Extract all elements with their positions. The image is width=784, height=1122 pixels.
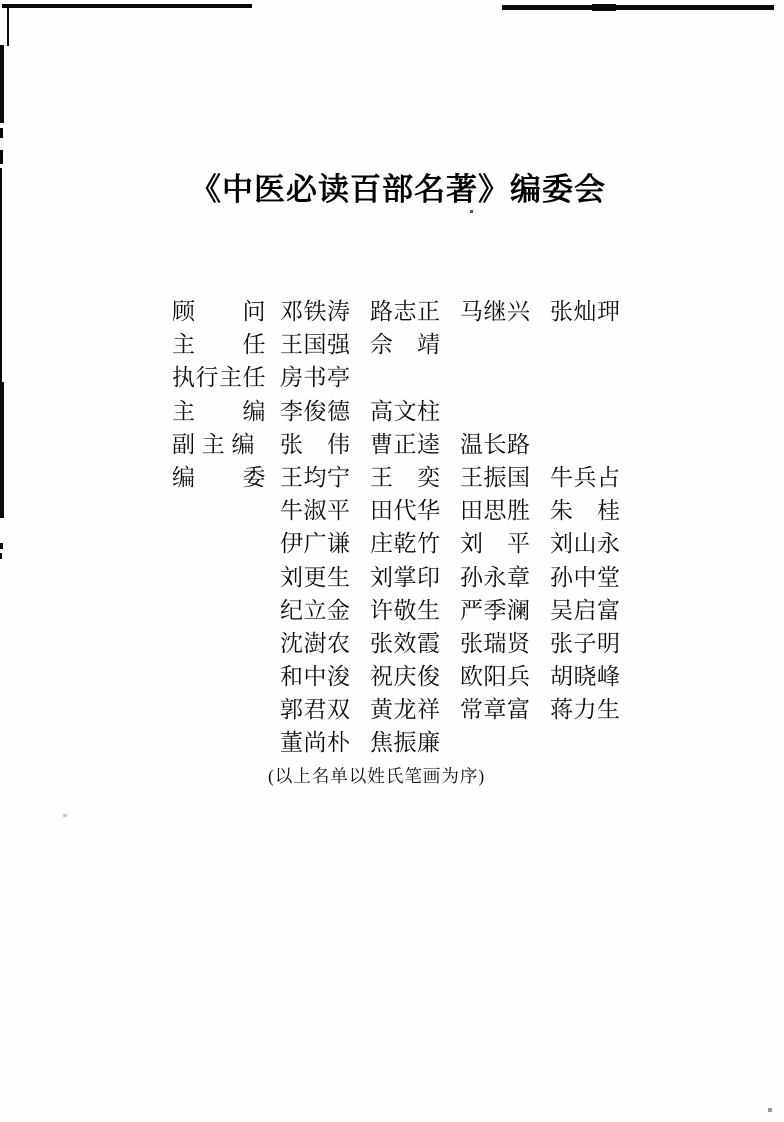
roster-row-committee-8 xyxy=(172,693,652,726)
member-name: 田思胜 xyxy=(460,498,531,524)
role-label: 主 任 xyxy=(172,332,266,358)
member-name: 刘 平 xyxy=(460,531,531,557)
member-name: 路志正 xyxy=(370,299,441,324)
roster-row-executive-director xyxy=(172,361,652,394)
member-name: 焦振廉 xyxy=(370,730,441,756)
roster-row-committee-7 xyxy=(172,660,652,693)
role-label: 主 编 xyxy=(172,398,266,424)
member-name: 王振国 xyxy=(460,464,531,490)
member-name: 孙永章 xyxy=(460,564,531,590)
member-name: 黄龙祥 xyxy=(370,697,441,723)
scan-artifact-top-line-left xyxy=(2,4,252,8)
member-name: 高文柱 xyxy=(370,398,441,424)
member-name: 刘山永 xyxy=(550,531,621,557)
member-name: 王 奕 xyxy=(370,464,441,490)
roster-row-committee-3 xyxy=(172,527,652,560)
roster-row-committee-6 xyxy=(172,627,652,660)
scan-artifact-speck-middle xyxy=(63,814,67,817)
member-name: 董尚朴 xyxy=(280,730,351,756)
role-label: 执行主任 xyxy=(172,365,266,391)
member-name: 张瑞贤 xyxy=(460,630,531,656)
roster-row-committee-2 xyxy=(172,494,652,527)
scan-artifact-left-dash-4 xyxy=(0,553,2,559)
scan-artifact-left-dash-1 xyxy=(0,128,3,138)
roster-row-committee-5 xyxy=(172,594,652,627)
member-name: 牛淑平 xyxy=(280,498,351,524)
member-name: 曹正逵 xyxy=(370,431,441,457)
member-name: 田代华 xyxy=(370,498,441,524)
sort-order-note: (以上名单以姓氏笔画为序) xyxy=(268,766,486,786)
member-name: 刘更生 xyxy=(280,564,351,590)
roster-row-committee-1 xyxy=(172,461,652,494)
member-name: 胡晓峰 xyxy=(550,664,621,690)
member-name: 孙中堂 xyxy=(550,564,621,590)
member-name: 祝庆俊 xyxy=(370,664,441,690)
scan-artifact-left-strip-2 xyxy=(0,382,4,518)
member-name: 李俊德 xyxy=(280,398,351,424)
member-name: 庄乾竹 xyxy=(370,531,441,557)
member-name: 纪立金 xyxy=(280,597,351,623)
member-name: 张 伟 xyxy=(280,431,351,457)
member-name: 沈澍农 xyxy=(280,630,351,656)
member-name: 张效霞 xyxy=(370,630,441,656)
member-name: 许敬生 xyxy=(370,597,441,623)
scan-artifact-speck-bottom xyxy=(768,1108,772,1112)
member-name: 蒋力生 xyxy=(550,697,621,723)
scan-artifact-dot-near-title xyxy=(470,210,473,213)
roster-row-committee-9 xyxy=(172,726,652,759)
member-name: 温长路 xyxy=(460,431,531,457)
member-name: 马继兴 xyxy=(460,299,531,324)
member-name: 郭君双 xyxy=(280,697,351,723)
member-name: 佘 靖 xyxy=(370,332,441,358)
scan-artifact-left-strip-1 xyxy=(0,45,4,123)
scan-artifact-left-dash-3 xyxy=(0,543,3,549)
member-name: 吴启富 xyxy=(550,597,621,623)
scan-artifact-top-blob xyxy=(592,4,616,11)
member-name: 张子明 xyxy=(550,630,621,656)
member-name: 朱 桂 xyxy=(550,498,621,524)
member-name: 邓铁涛 xyxy=(280,299,351,324)
role-label: 编 委 xyxy=(172,464,266,490)
scan-artifact-top-line-right xyxy=(502,5,774,10)
member-name: 房书亭 xyxy=(280,365,351,391)
page-title: 《中医必读百部名著》编委会 xyxy=(190,172,606,207)
member-name: 伊广谦 xyxy=(280,531,351,557)
role-label: 顾 问 xyxy=(172,299,266,324)
scan-artifact-corner-mark xyxy=(7,8,9,46)
member-name: 严季澜 xyxy=(460,597,531,623)
role-label: 副 主 编 xyxy=(172,431,255,457)
roster-row-chief-editors xyxy=(172,395,652,428)
editorial-committee-roster xyxy=(172,295,652,760)
member-name: 和中浚 xyxy=(280,664,351,690)
roster-row-directors xyxy=(172,328,652,361)
member-name: 王均宁 xyxy=(280,464,351,490)
roster-row-deputy-chief-editors xyxy=(172,428,652,461)
scan-artifact-left-dash-2 xyxy=(0,150,3,164)
member-name: 王国强 xyxy=(280,332,351,358)
roster-row-committee-4 xyxy=(172,561,652,594)
member-name: 欧阳兵 xyxy=(460,664,531,690)
member-name: 张灿玾 xyxy=(550,299,621,324)
member-name: 牛兵占 xyxy=(550,464,621,490)
roster-row-advisors xyxy=(172,295,652,328)
member-name: 刘掌印 xyxy=(370,564,441,590)
member-name: 常章富 xyxy=(460,697,531,723)
